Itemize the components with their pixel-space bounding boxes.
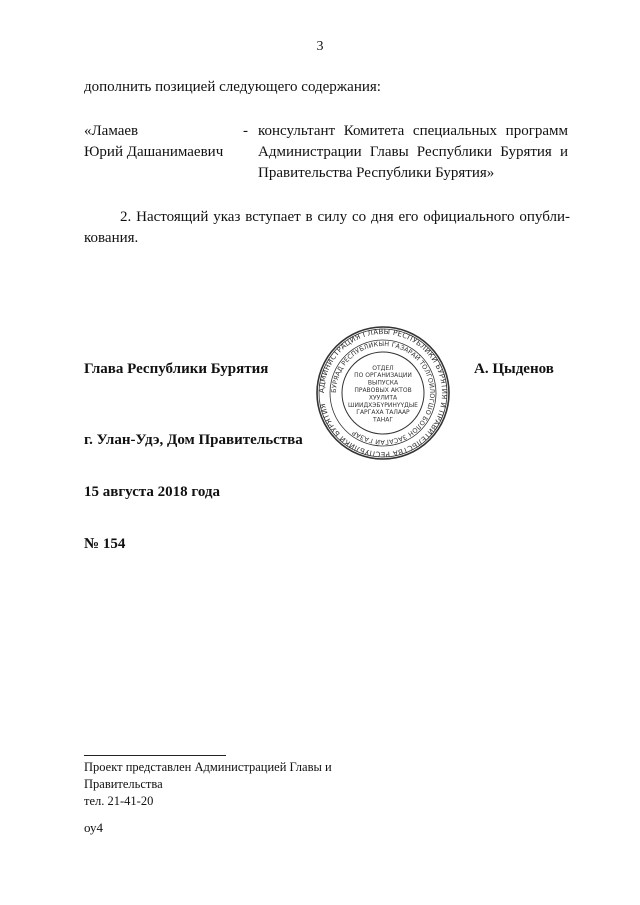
svg-text:АДМИНИСТРАЦИЯ ГЛАВЫ РЕСПУБЛИКИ: АДМИНИСТРАЦИЯ ГЛАВЫ РЕСПУБЛИКИ БУРЯТИЯ И ПРАВИТЕЛЬСТВА РЕСПУБЛИКИ БУРЯТИЯ [316,326,450,460]
position-description [258,121,568,184]
position-desc-line-3: Правительства Республики Бурятия» [258,165,495,181]
person-given-names: Юрий Дашанимаевич [84,144,224,160]
svg-text:ПРАВОВЫХ АКТОВ: ПРАВОВЫХ АКТОВ [354,387,412,394]
footnote-text: Проект представлен Администрацией Главы и Правительства [84,760,332,791]
position-person-name [84,121,223,163]
person-surname: «Ламаев [84,123,139,139]
svg-text:ТАНАГ: ТАНАГ [372,416,394,424]
svg-text:ГАРГАХА ТАЛААР: ГАРГАХА ТАЛААР [356,409,410,417]
position-desc-line-2: Администрации Главы Республики Бурятия и [258,144,568,160]
intro-text: дополнить позицией следующего содержания: [84,79,381,95]
footnote-divider [84,755,226,756]
footnote-phone: тел. 21-41-20 [84,794,154,808]
svg-text:ВЫПУСКА: ВЫПУСКА [367,379,399,387]
position-dash: - [243,123,248,139]
svg-text:ОТДЕЛ: ОТДЕЛ [372,364,394,372]
page-number: 3 [316,39,324,54]
svg-text:ПО ОРГАНИЗАЦИИ: ПО ОРГАНИЗАЦИИ [354,372,412,380]
decree-number: № 154 [84,536,126,552]
place-of-signing: г. Улан-Удэ, Дом Правительства [84,432,303,448]
position-desc-line-1: консультант Комитета специальных программ [258,123,568,139]
decree-date: 15 августа 2018 года [84,484,221,500]
document-code: оу4 [84,820,104,835]
signatory-name: А. Цыденов [474,361,554,377]
svg-text:ШИИДХЭБҮРИНҮҮДЫЕ: ШИИДХЭБҮРИНҮҮДЫЕ [348,401,418,409]
footnote [84,759,354,810]
paragraph-2: 2. Настоящий указ вступает в силу со дня его официального опубли-кования. [84,209,570,246]
svg-text:БУРЯАД РЕСПУБЛИКЫН ГАЗАРАЙ ТОЛ: БУРЯАД РЕСПУБЛИКЫН ГАЗАРАЙ ТОЛГОЙЛОГШО БОЛОН ЗАСАГАЙ ГАЗАР [329,339,437,447]
svg-text:ХУУЛИТА: ХУУЛИТА [368,394,398,402]
official-seal [315,325,451,461]
signatory-title: Глава Республики Бурятия [84,361,269,377]
